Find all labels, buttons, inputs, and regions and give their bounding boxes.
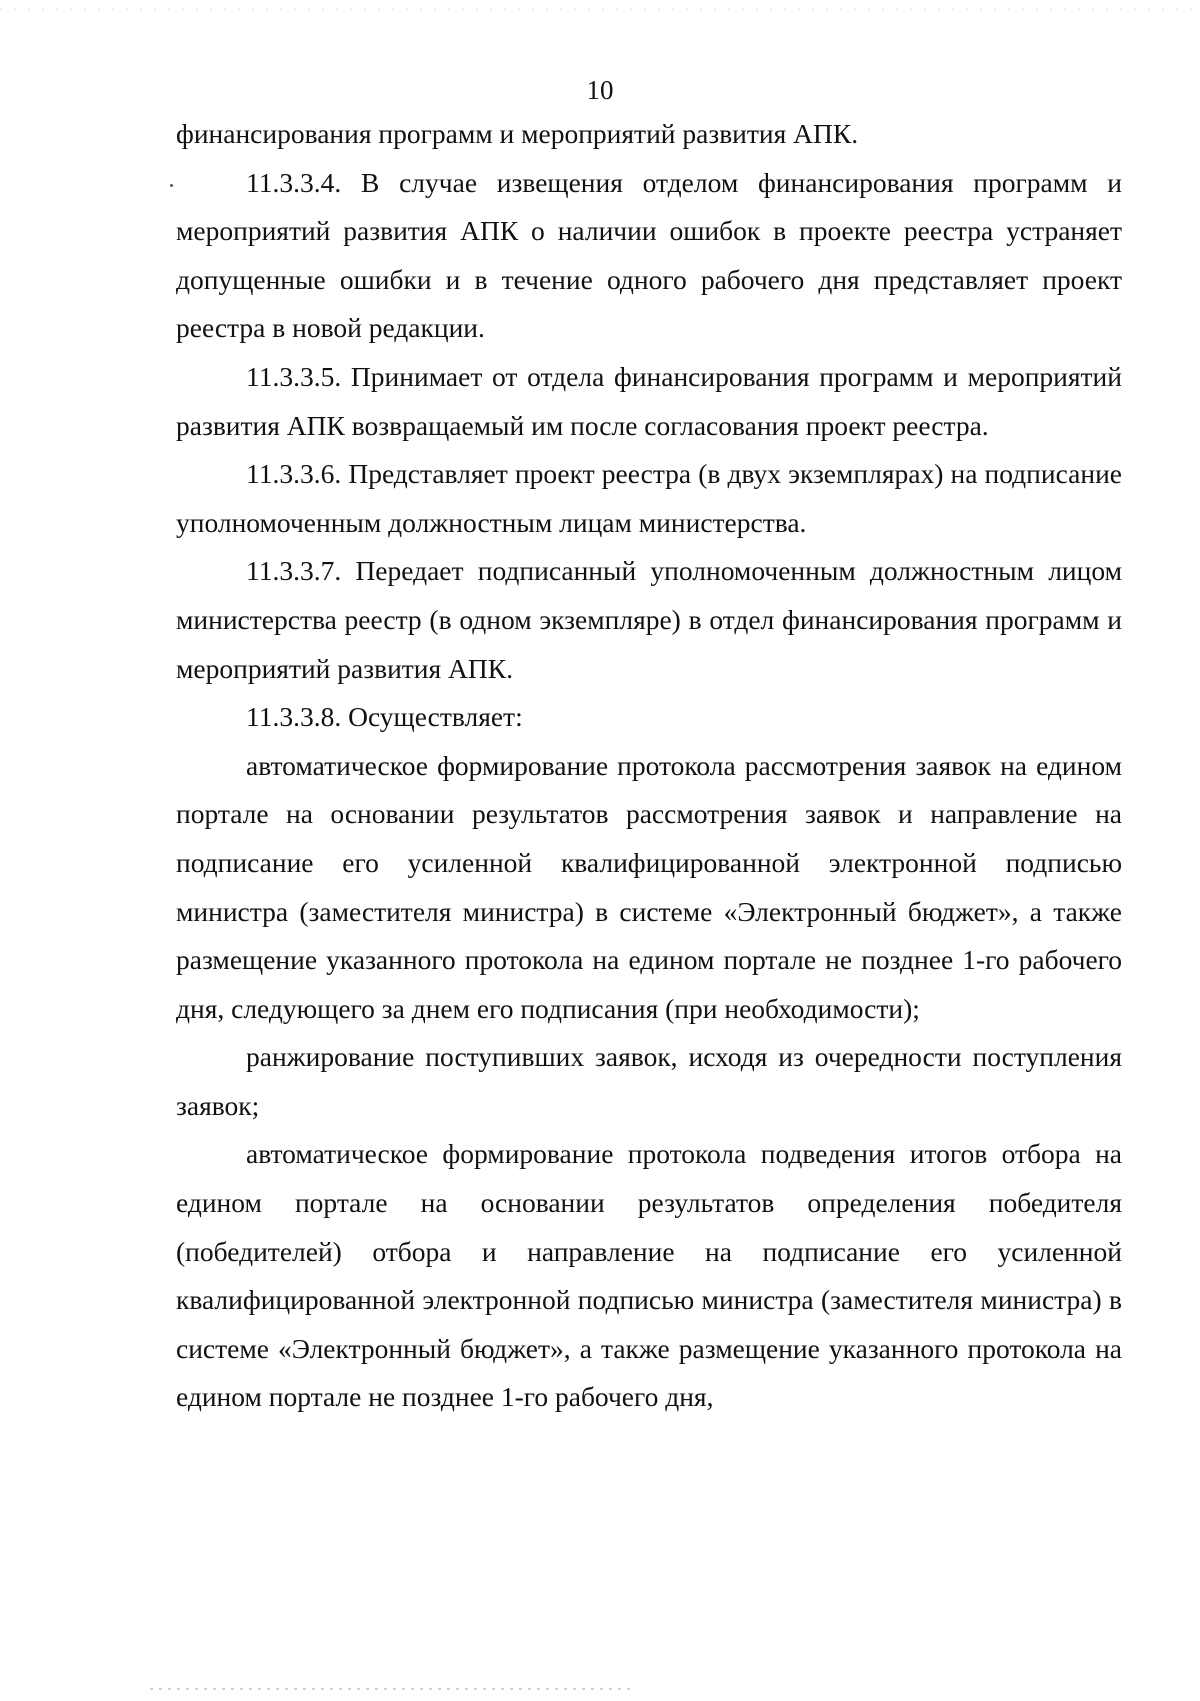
- paragraph-11-3-3-6: 11.3.3.6. Представляет проект реестра (в двух экземплярах) на подписание уполномоченным должностным лицам министерства.: [176, 458, 1122, 538]
- paragraph-11-3-3-4: 11.3.3.4. В случае извещения отделом финансирования программ и мероприятий развития АПК о наличии ошибок в проекте реестра устраняет допущенные ошибки и в течение одного рабочего дня представляет проект реестра в новой редакции.: [176, 166, 1122, 344]
- paragraph-11-3-3-8: 11.3.3.8. Осуществляет:: [246, 701, 523, 733]
- paragraph-auto-formation-results-protocol: автоматическое формирование протокола подведения итогов отбора на едином портале на основании результатов определения победителя (победителей) отбора и направление на подписание его усиленной квалифицированной электронной подписью министра (заместителя министра) в системе «Электронный бюджет», а также размещение указанного протокола на едином портале не позднее 1-го рабочего дня,: [176, 1138, 1122, 1413]
- scan-edge-top: [0, 8, 1200, 10]
- paragraph-ranking-applications: ранжирование поступивших заявок, исходя из очередности поступления заявок;: [176, 1041, 1122, 1121]
- page-number: 10: [586, 75, 614, 105]
- paragraph-11-3-3-7: 11.3.3.7. Передает подписанный уполномоченным должностным лицом министерства реестр (в одном экземпляре) в отдел финансирования программ и мероприятий развития АПК.: [176, 555, 1122, 684]
- paragraph-continuation: финансирования программ и мероприятий развития АПК.: [176, 118, 859, 149]
- document-body: [176, 110, 1122, 1422]
- paragraph-auto-formation-review-protocol: автоматическое формирование протокола рассмотрения заявок на едином портале на основании результатов рассмотрения заявок и направление на подписание его усиленной квалифицированной электронной подписью министра (заместителя министра) в системе «Электронный бюджет», а также размещение указанного протокола на едином портале не позднее 1-го рабочего дня, следующего за днем его подписания (при необходимости);: [176, 749, 1122, 1024]
- paragraph-11-3-3-5: 11.3.3.5. Принимает от отдела финансирования программ и мероприятий развития АПК возвращаемый им после согласования проект реестра.: [176, 360, 1122, 441]
- scan-edge-bottom: [150, 1688, 630, 1690]
- scan-speck: [170, 184, 173, 187]
